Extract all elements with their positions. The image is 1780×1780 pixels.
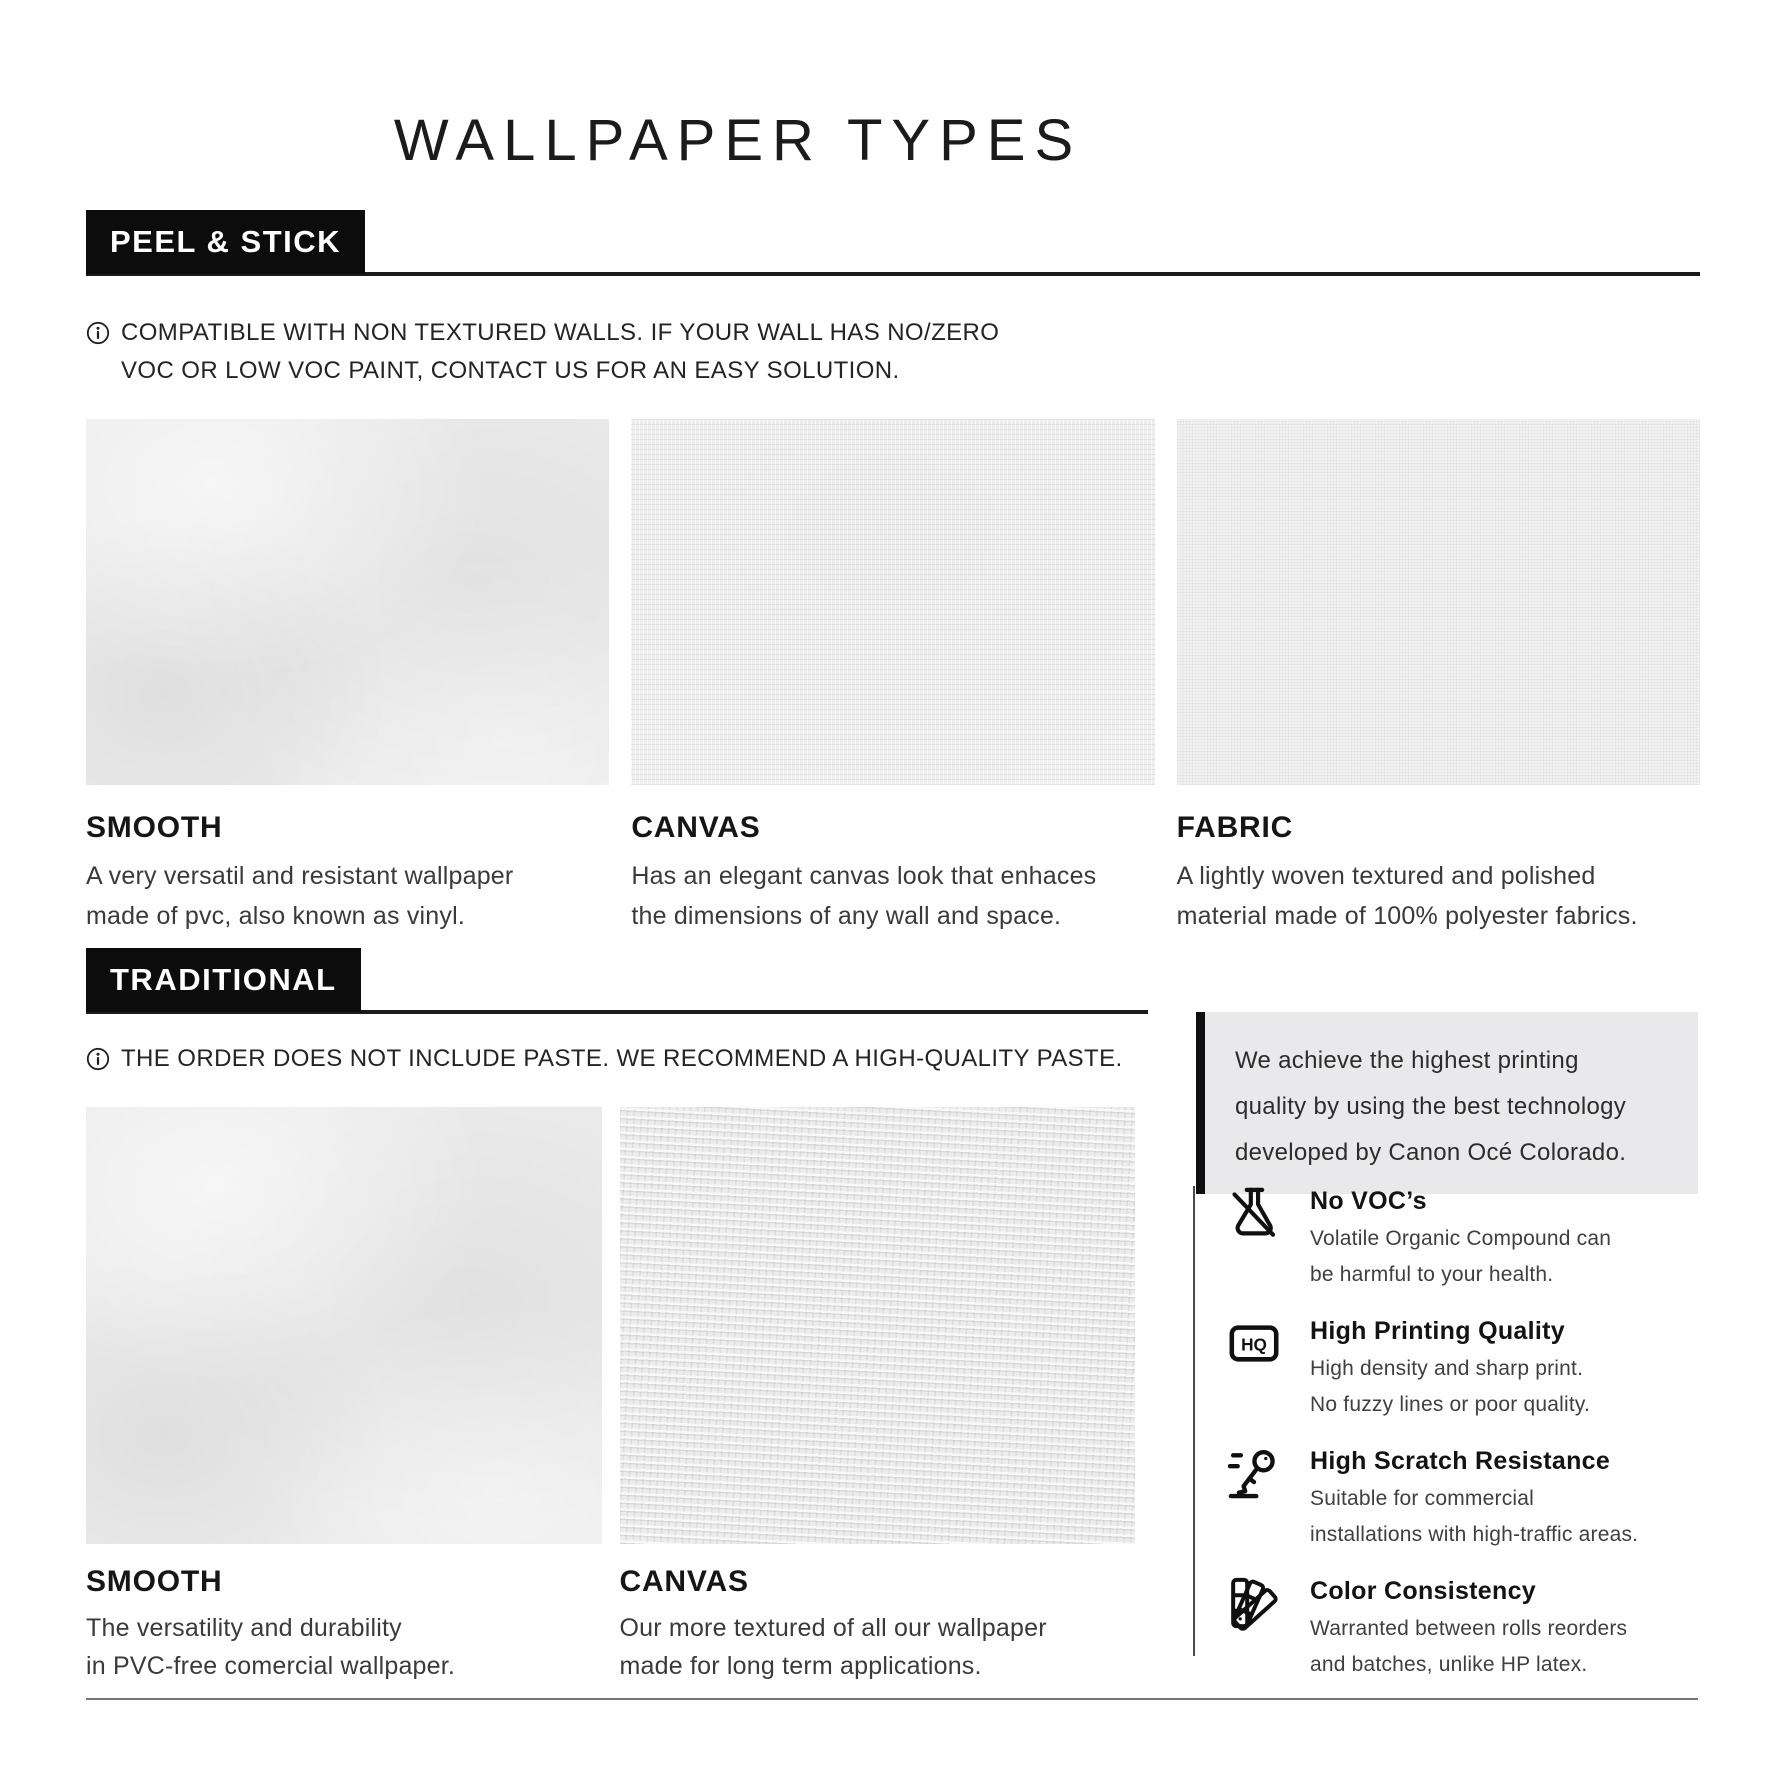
feature-desc-line: Volatile Organic Compound can <box>1310 1227 1612 1250</box>
feature-desc-line: Warranted between rolls reorders <box>1310 1617 1628 1640</box>
peel-stick-swatch-row <box>86 419 1700 936</box>
swatch-figure-canvas-traditional <box>620 1107 1136 1685</box>
swatch-desc-line: The versatility and durability <box>86 1614 402 1642</box>
note-line: THE ORDER DOES NOT INCLUDE PASTE. WE RECOMMEND A HIGH-QUALITY PASTE. <box>121 1045 1123 1072</box>
swatch-desc-line: made for long term applications. <box>619 1652 982 1680</box>
feature-high-printing-quality <box>1224 1314 1714 1423</box>
scratch-resistance-key-icon <box>1224 1444 1284 1553</box>
feature-desc-line: and batches, unlike HP latex. <box>1310 1653 1588 1676</box>
feature-title: No VOC’s <box>1310 1187 1427 1215</box>
swatch-image-fabric <box>1177 419 1700 785</box>
swatch-title: CANVAS <box>631 811 761 844</box>
no-voc-flask-slash-icon <box>1224 1184 1284 1293</box>
swatch-desc-line: A lightly woven textured and polished <box>1176 862 1596 890</box>
swatch-title: SMOOTH <box>86 1565 223 1598</box>
note-line: COMPATIBLE WITH NON TEXTURED WALLS. IF YOUR WALL HAS NO/ZERO <box>121 319 1000 346</box>
swatch-image-smooth <box>86 419 609 785</box>
swatch-desc-line: in PVC-free comercial wallpaper. <box>86 1652 456 1680</box>
feature-color-consistency <box>1224 1574 1714 1683</box>
callout-line: quality by using the best technology <box>1235 1093 1627 1120</box>
swatch-image-canvas-traditional <box>620 1107 1136 1544</box>
feature-desc-line: No fuzzy lines or poor quality. <box>1310 1393 1591 1416</box>
feature-desc-line: Suitable for commercial <box>1310 1487 1535 1510</box>
swatch-description <box>86 1609 602 1685</box>
feature-title: Color Consistency <box>1310 1577 1536 1605</box>
info-icon <box>86 1047 110 1071</box>
printing-quality-callout <box>1196 1012 1698 1194</box>
swatch-desc-line: Our more textured of all our wallpaper <box>619 1614 1047 1642</box>
section-badge-traditional: TRADITIONAL <box>86 948 361 1012</box>
swatch-desc-line: the dimensions of any wall and space. <box>631 902 1062 930</box>
swatch-desc-line: material made of 100% polyester fabrics. <box>1176 902 1638 930</box>
callout-line: developed by Canon Océ Colorado. <box>1235 1139 1627 1166</box>
feature-description <box>1310 1481 1638 1553</box>
feature-high-scratch-resistance <box>1224 1444 1714 1553</box>
hq-icon-label: HQ <box>1241 1334 1267 1355</box>
feature-desc-line: be harmful to your health. <box>1310 1263 1554 1286</box>
features-list <box>1224 1184 1714 1704</box>
feature-description <box>1310 1351 1590 1423</box>
swatch-description <box>1177 856 1700 936</box>
feature-title: High Scratch Resistance <box>1310 1447 1611 1475</box>
feature-desc-line: High density and sharp print. <box>1310 1357 1584 1380</box>
swatch-figure-smooth-traditional <box>86 1107 602 1685</box>
swatch-title: SMOOTH <box>86 811 223 844</box>
feature-title: High Printing Quality <box>1310 1317 1565 1345</box>
swatch-title: CANVAS <box>619 1565 749 1598</box>
peel-stick-note <box>86 314 999 390</box>
page-title: WALLPAPER TYPES <box>393 107 1083 173</box>
swatch-figure-smooth <box>86 419 609 936</box>
swatch-title: FABRIC <box>1176 811 1294 844</box>
swatch-description <box>620 1609 1136 1685</box>
swatch-desc-line: Has an elegant canvas look that enhaces <box>631 862 1097 890</box>
swatch-desc-line: made of pvc, also known as vinyl. <box>86 902 465 930</box>
features-divider-line <box>1193 1186 1195 1656</box>
feature-no-voc <box>1224 1184 1714 1293</box>
swatch-image-canvas <box>631 419 1154 785</box>
swatch-description <box>631 856 1154 936</box>
swatch-description <box>86 856 609 936</box>
traditional-note <box>86 1040 1123 1078</box>
color-swatches-fan-icon <box>1224 1574 1284 1683</box>
traditional-swatch-row <box>86 1107 1135 1685</box>
swatch-figure-fabric <box>1177 419 1700 936</box>
feature-description <box>1310 1611 1627 1683</box>
note-line: VOC OR LOW VOC PAINT, CONTACT US FOR AN EASY SOLUTION. <box>121 357 900 384</box>
feature-desc-line: installations with high-traffic areas. <box>1310 1523 1639 1546</box>
swatch-desc-line: A very versatil and resistant wallpaper <box>86 862 514 890</box>
section-badge-peel-stick: PEEL & STICK <box>86 210 365 274</box>
hq-badge-icon <box>1224 1314 1284 1423</box>
swatch-image-smooth-traditional <box>86 1107 602 1544</box>
swatch-figure-canvas <box>631 419 1154 936</box>
feature-description <box>1310 1221 1611 1293</box>
callout-line: We achieve the highest printing <box>1235 1047 1579 1074</box>
bottom-rule <box>86 1698 1698 1700</box>
info-icon <box>86 321 110 345</box>
